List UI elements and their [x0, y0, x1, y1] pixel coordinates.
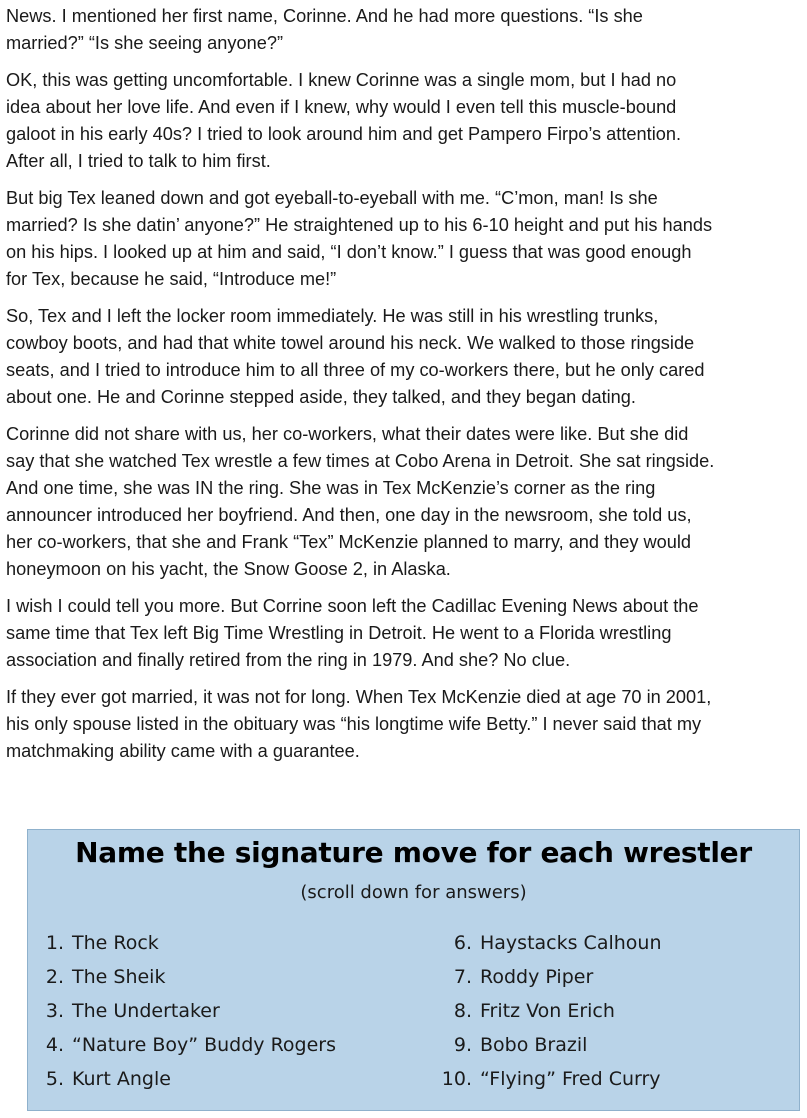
- text-line: galoot in his early 40s? I tried to look around him and get Pampero Firpo’s attention.: [6, 124, 682, 144]
- paragraph: [6, 3, 806, 57]
- text-line: So, Tex and I left the locker room immediately. He was still in his wrestling trunks,: [6, 306, 659, 326]
- quiz-item: [32, 926, 336, 960]
- text-line: I wish I could tell you more. But Corrine soon left the Cadillac Evening News about the: [6, 596, 699, 616]
- quiz-item-name: Kurt Angle: [72, 1068, 171, 1090]
- quiz-item-number: 4.: [45, 1034, 64, 1056]
- quiz-item-number: 10.: [441, 1068, 472, 1090]
- text-line: on his hips. I looked up at him and said, “I don’t know.” I guess that was good enough: [6, 242, 692, 262]
- quiz-item-number: 9.: [453, 1034, 472, 1056]
- quiz-item-name: Roddy Piper: [480, 966, 594, 988]
- quiz-item: [440, 994, 662, 1028]
- quiz-item-name: Bobo Brazil: [480, 1034, 588, 1056]
- quiz-item-number: 8.: [453, 1000, 472, 1022]
- quiz-item-name: Fritz Von Erich: [480, 1000, 615, 1022]
- text-line: honeymoon on his yacht, the Snow Goose 2, in Alaska.: [6, 559, 451, 579]
- quiz-item-name: The Rock: [72, 932, 159, 954]
- text-line: say that she watched Tex wrestle a few times at Cobo Arena in Detroit. She sat ringside.: [6, 451, 715, 471]
- quiz-item: [32, 994, 336, 1028]
- quiz-item-number: 7.: [453, 966, 472, 988]
- quiz-item: [32, 960, 336, 994]
- text-line: cowboy boots, and had that white towel around his neck. We walked to those ringside: [6, 333, 695, 353]
- text-line: idea about her love life. And even if I knew, why would I even tell this muscle-bound: [6, 97, 677, 117]
- text-line: And one time, she was IN the ring. She was in Tex McKenzie’s corner as the ring: [6, 478, 656, 498]
- paragraph: [6, 67, 806, 175]
- text-line: announcer introduced her boyfriend. And then, one day in the newsroom, she told us,: [6, 505, 692, 525]
- quiz-list-right: [440, 926, 662, 1096]
- text-line: married? Is she datin’ anyone?” He straightened up to his 6-10 height and put his hands: [6, 215, 713, 235]
- article-body: [6, 3, 806, 775]
- paragraph: [6, 421, 806, 583]
- quiz-item: [440, 960, 662, 994]
- quiz-item-number: 2.: [45, 966, 64, 988]
- text-line: his only spouse listed in the obituary was “his longtime wife Betty.” I never said that my: [6, 714, 702, 734]
- text-line: OK, this was getting uncomfortable. I knew Corinne was a single mom, but I had no: [6, 70, 677, 90]
- text-line: But big Tex leaned down and got eyeball-to-eyeball with me. “C’mon, man! Is she: [6, 188, 658, 208]
- quiz-item-name: “Nature Boy” Buddy Rogers: [72, 1034, 337, 1056]
- quiz-box: [27, 829, 800, 1111]
- quiz-list-left: [32, 926, 336, 1096]
- quiz-item-number: 1.: [45, 932, 64, 954]
- quiz-item-name: “Flying” Fred Curry: [480, 1068, 661, 1090]
- text-line: about one. He and Corinne stepped aside, they talked, and they began dating.: [6, 387, 636, 407]
- text-line: After all, I tried to talk to him first.: [6, 151, 271, 171]
- quiz-subtitle: (scroll down for answers): [300, 882, 527, 903]
- text-line: her co-workers, that she and Frank “Tex” McKenzie planned to marry, and they would: [6, 532, 692, 552]
- quiz-item: [440, 926, 662, 960]
- text-line: same time that Tex left Big Time Wrestling in Detroit. He went to a Florida wrestling: [6, 623, 672, 643]
- paragraph: [6, 303, 806, 411]
- text-line: If they ever got married, it was not for long. When Tex McKenzie died at age 70 in 2001,: [6, 687, 712, 707]
- quiz-item-name: Haystacks Calhoun: [480, 932, 662, 954]
- quiz-item: [440, 1028, 662, 1062]
- quiz-item: [440, 1062, 662, 1096]
- paragraph: [6, 684, 806, 765]
- text-line: News. I mentioned her first name, Corinne. And he had more questions. “Is she: [6, 6, 643, 26]
- text-line: matchmaking ability came with a guarantee.: [6, 741, 360, 761]
- quiz-item: [32, 1062, 336, 1096]
- quiz-item-name: The Undertaker: [72, 1000, 220, 1022]
- quiz-item-name: The Sheik: [72, 966, 166, 988]
- quiz-item-number: 3.: [45, 1000, 64, 1022]
- quiz-item-number: 5.: [45, 1068, 64, 1090]
- text-line: Corinne did not share with us, her co-workers, what their dates were like. But she did: [6, 424, 689, 444]
- text-line: for Tex, because he said, “Introduce me!”: [6, 269, 337, 289]
- quiz-item: [32, 1028, 336, 1062]
- text-line: seats, and I tried to introduce him to all three of my co-workers there, but he only cared: [6, 360, 705, 380]
- text-line: married?” “Is she seeing anyone?”: [6, 33, 283, 53]
- paragraph: [6, 593, 806, 674]
- text-line: association and finally retired from the ring in 1979. And she? No clue.: [6, 650, 571, 670]
- paragraph: [6, 185, 806, 293]
- quiz-item-number: 6.: [453, 932, 472, 954]
- quiz-title: Name the signature move for each wrestler: [75, 836, 752, 869]
